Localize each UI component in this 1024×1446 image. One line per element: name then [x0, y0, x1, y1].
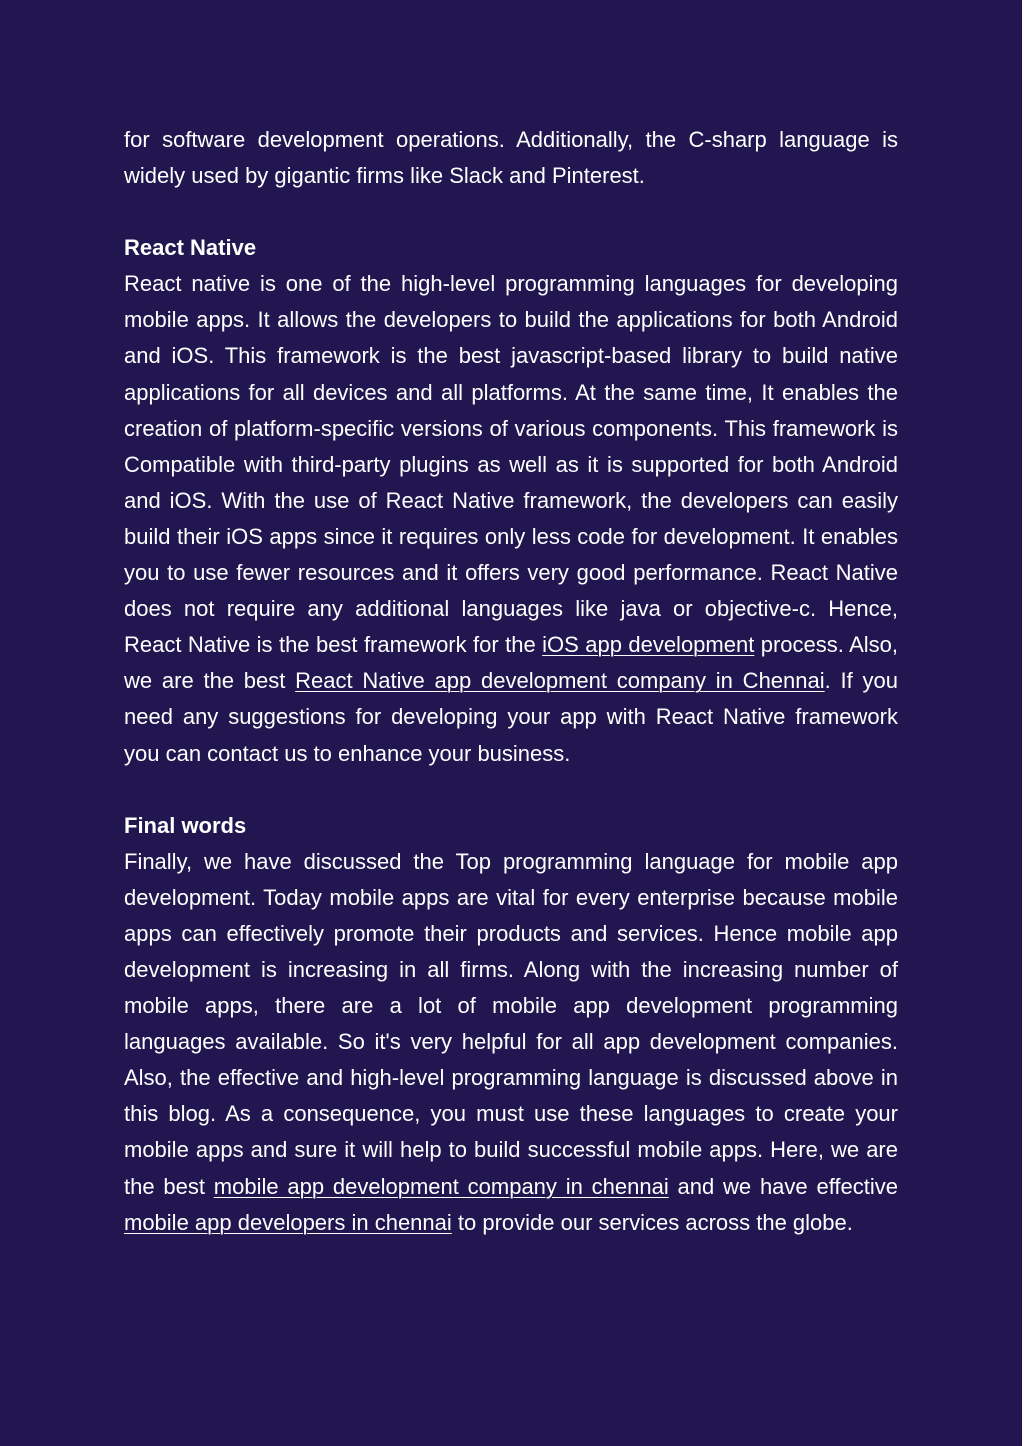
mobile-app-developers-link[interactable]: mobile app developers in chennai: [124, 1209, 452, 1235]
final-words-text-2: and we have effective: [668, 1173, 898, 1199]
react-native-text-1: React native is one of the high-level programming languages for developing mobile apps. It allows the developers to build the applications for both Android and iOS. This framework is the best javascript-based library to build native applications for all devices and all platforms. At the same time, It enables the creation of platform-specific versions of various components. This framework is Compatible with third-party plugins as well as it is supported for both Android and iOS. With the use of React Native framework, the developers can easily build their iOS apps since it requires only less code for development. It enables you to use fewer resources and it offers very good performance. React Native does not require any additional languages like java or objective-c. Hence, React Native is the best framework for the: [124, 271, 898, 658]
react-native-text-2: process. Also, we are the best: [124, 632, 898, 694]
paragraph-spacer: [124, 194, 898, 230]
article-body: [124, 122, 898, 1241]
ios-app-development-link[interactable]: iOS app development: [542, 632, 755, 658]
intro-paragraph: [124, 122, 898, 194]
mobile-app-company-link[interactable]: mobile app development company in chennai: [213, 1173, 669, 1199]
paragraph-spacer: [124, 772, 898, 808]
section-heading-react-native: React Native: [124, 235, 257, 261]
final-words-paragraph: [124, 844, 898, 1241]
intro-text: for software development operations. Additionally, the C-sharp language is widely used by gigantic firms like Slack and Pinterest.: [124, 127, 898, 189]
react-native-paragraph: [124, 266, 898, 771]
react-native-text-3: . If you need any suggestions for developing your app with React Native framework you can contact us to enhance your business.: [124, 668, 898, 766]
final-words-text-3: to provide our services across the globe.: [451, 1209, 853, 1235]
final-words-text-1: Finally, we have discussed the Top programming language for mobile app development. Today mobile apps are vital for every enterprise because mobile apps can effectively promote their products and services. Hence mobile app development is increasing in all firms. Along with the increasing number of mobile apps, there are a lot of mobile app development programming languages available. So it's very helpful for all app development companies. Also, the effective and high-level programming language is discussed above in this blog. As a consequence, you must use these languages to create your mobile apps and sure it will help to build successful mobile apps. Here, we are the best: [124, 848, 898, 1199]
react-native-company-link[interactable]: React Native app development company in Chennai: [295, 668, 825, 694]
section-heading-final-words: Final words: [124, 812, 247, 838]
